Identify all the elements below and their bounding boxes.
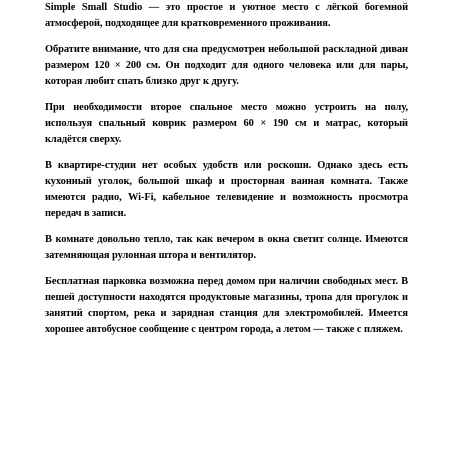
paragraph-sofa: Обратите внимание, что для сна предусмотрен небольшой раскладной диван размером 120 × 200 см. Он подходит для одного человека или для пары, которая любит спать близко друг к другу. [45, 44, 408, 87]
paragraph-room-climate: В комнате довольно тепло, так как вечером в окна светит солнце. Имеются затемняющая рулонная штора и вентилятор. [45, 234, 408, 261]
paragraph-second-bed: При необходимости второе спальное место можно устроить на полу, используя спальный коврик размером 60 × 190 см и матрас, который кладётся сверху. [45, 102, 408, 145]
paragraph-intro: Simple Small Studio — это простое и уютное место с лёгкой богемной атмосферой, подходящее для кратковременного проживания. [45, 2, 408, 29]
paragraph-parking-location: Бесплатная парковка возможна перед домом при наличии свободных мест. В пешей доступности находятся продуктовые магазины, тропа для прогулок и занятий спортом, река и зарядная станция для электромобилей. Имеется хорошее автобусное сообщение с центром города, а летом — также с пляжем. [45, 276, 408, 335]
paragraph-amenities: В квартире-студии нет особых удобств или роскоши. Однако здесь есть кухонный уголок, большой шкаф и просторная ванная комната. Также имеются радио, Wi-Fi, кабельное телевидение и возможность просмотра передач в записи. [45, 160, 408, 219]
document-body [45, 0, 408, 348]
